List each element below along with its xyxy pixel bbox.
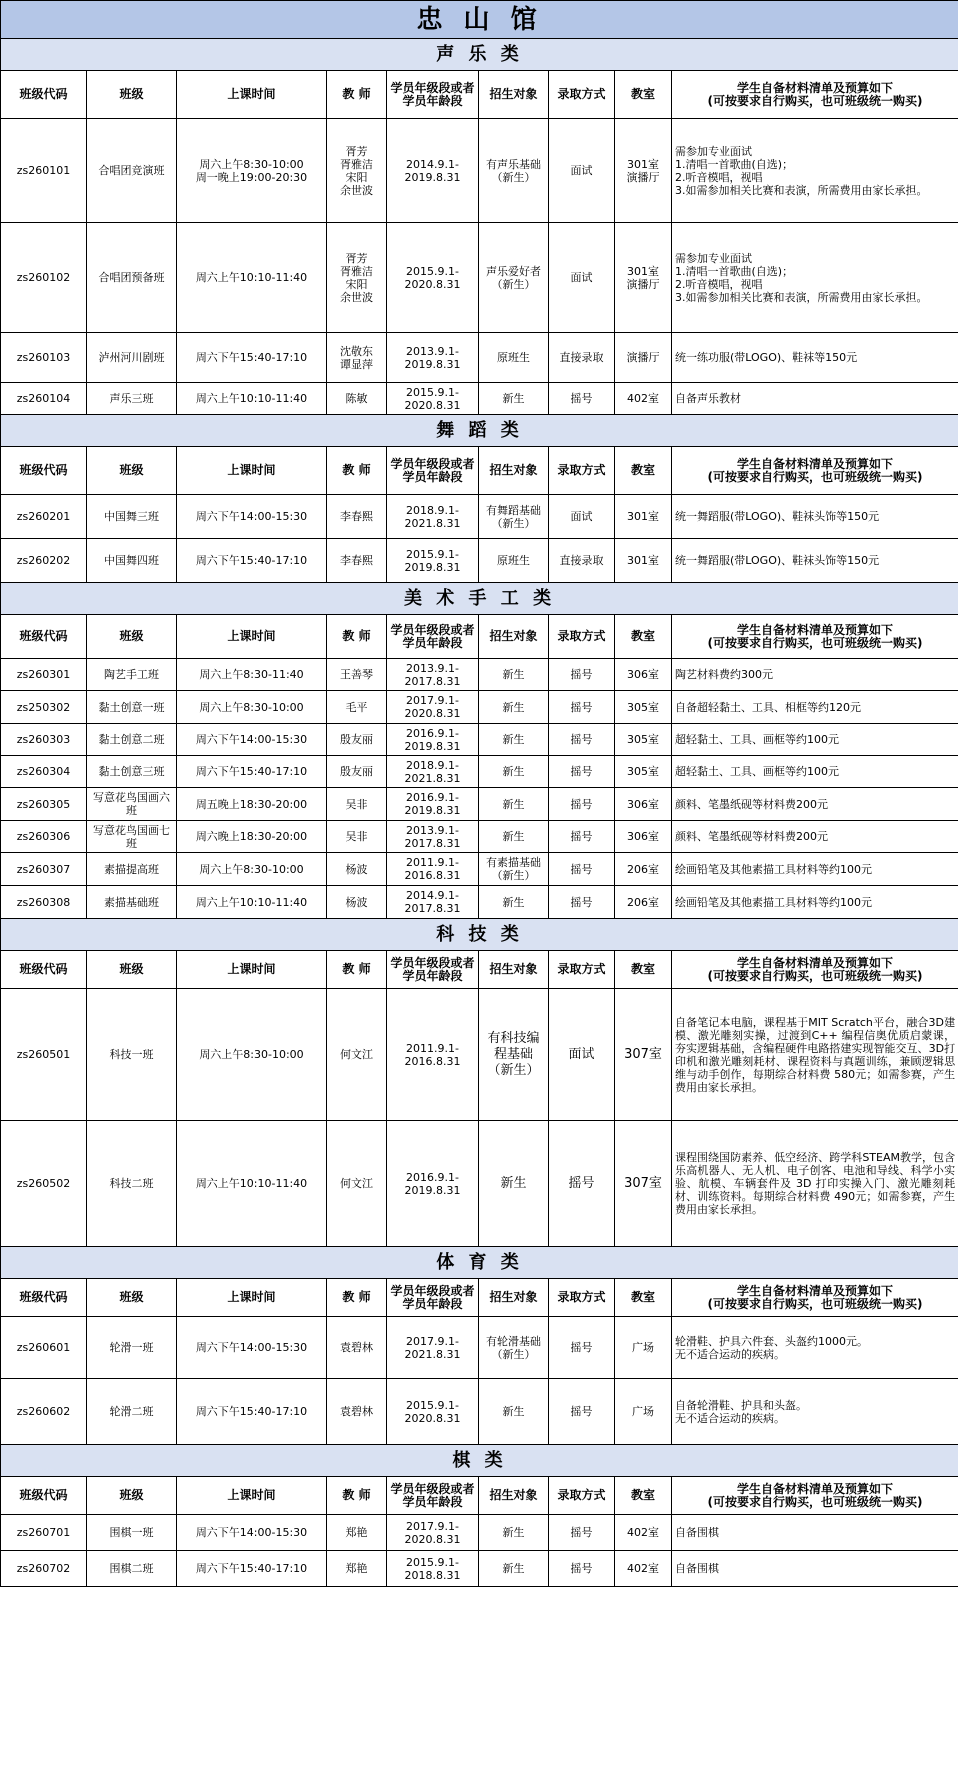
cell-enroll-target: 新生	[479, 383, 549, 415]
cell-class-name: 围棋二班	[87, 1551, 177, 1587]
cell-class-name: 围棋一班	[87, 1515, 177, 1551]
header-class-name: 班级	[87, 1279, 177, 1317]
header-age-range: 学员年级段或者学员年龄段	[387, 447, 479, 495]
cell-enroll-target: 有声乐基础 （新生）	[479, 119, 549, 223]
header-age-range: 学员年级段或者学员年龄段	[387, 1279, 479, 1317]
cell-class-time: 周五晚上18:30-20:00	[177, 788, 327, 821]
category-title: 棋 类	[1, 1445, 958, 1477]
header-age-range: 学员年级段或者学员年龄段	[387, 71, 479, 119]
cell-teacher: 郑艳	[327, 1515, 387, 1551]
cell-materials: 自备声乐教材	[672, 383, 958, 415]
header-materials: 学生自备材料清单及预算如下 (可按要求自行购买，也可班级统一购买)	[672, 1477, 958, 1515]
table-row	[1, 495, 958, 539]
cell-age-range: 2016.9.1- 2019.8.31	[387, 788, 479, 821]
cell-enroll-target: 声乐爱好者 （新生）	[479, 223, 549, 333]
cell-teacher: 陈敏	[327, 383, 387, 415]
cell-materials: 需参加专业面试 1.清唱一首歌曲(自选)； 2.听音模唱，视唱 3.如需参加相关比赛和表演，所需费用由家长承担。	[672, 119, 958, 223]
cell-admission-method: 摇号	[549, 1379, 615, 1445]
cell-class-time: 周六上午8:30-10:00	[177, 691, 327, 724]
table-row	[1, 1515, 958, 1551]
category-row	[1, 1247, 958, 1279]
cell-enroll-target: 有舞蹈基础 （新生）	[479, 495, 549, 539]
header-classroom: 教室	[615, 951, 672, 989]
cell-age-range: 2017.9.1- 2021.8.31	[387, 1317, 479, 1379]
cell-class-code: zs260602	[1, 1379, 87, 1445]
cell-class-time: 周六下午15:40-17:10	[177, 1379, 327, 1445]
header-class-code: 班级代码	[1, 1477, 87, 1515]
cell-classroom: 306室	[615, 788, 672, 821]
cell-admission-method: 摇号	[549, 724, 615, 756]
header-class-time: 上课时间	[177, 1279, 327, 1317]
cell-age-range: 2015.9.1- 2018.8.31	[387, 1551, 479, 1587]
cell-enroll-target: 新生	[479, 1551, 549, 1587]
cell-class-time: 周六上午8:30-11:40	[177, 659, 327, 691]
cell-materials: 统一舞蹈服(带LOGO)、鞋袜头饰等150元	[672, 539, 958, 583]
header-admission-method: 录取方式	[549, 615, 615, 659]
cell-age-range: 2015.9.1- 2020.8.31	[387, 223, 479, 333]
table-row	[1, 821, 958, 853]
category-row	[1, 919, 958, 951]
header-enroll-target: 招生对象	[479, 447, 549, 495]
cell-materials: 颜料、笔墨纸砚等材料费200元	[672, 821, 958, 853]
header-materials: 学生自备材料清单及预算如下 (可按要求自行购买，也可班级统一购买)	[672, 1279, 958, 1317]
cell-class-name: 轮滑一班	[87, 1317, 177, 1379]
header-classroom: 教室	[615, 1477, 672, 1515]
cell-teacher: 杨波	[327, 853, 387, 886]
cell-admission-method: 摇号	[549, 691, 615, 724]
cell-materials: 课程围绕国防素养、低空经济、跨学科STEAM教学，包含乐高机器人、无人机、电子创客、电池和导线、科学小实验、航模、车辆套件及 3D 打印实操入门、激光雕刻耗材、训练资料。每期综合材料费 490元；如需参赛，产生费用由家长承担。	[672, 1121, 958, 1247]
cell-class-code: zs260502	[1, 1121, 87, 1247]
cell-classroom: 305室	[615, 724, 672, 756]
course-table-body	[1, 1, 958, 1587]
cell-class-time: 周六上午10:10-11:40	[177, 1121, 327, 1247]
cell-teacher: 殷友丽	[327, 756, 387, 788]
cell-enroll-target: 新生	[479, 788, 549, 821]
cell-classroom: 301室	[615, 539, 672, 583]
cell-enroll-target: 有科技编程基础 （新生）	[479, 989, 549, 1121]
cell-classroom: 301室 演播厅	[615, 223, 672, 333]
cell-class-name: 写意花鸟国画六班	[87, 788, 177, 821]
cell-class-time: 周六下午15:40-17:10	[177, 1551, 327, 1587]
header-teacher: 教 师	[327, 951, 387, 989]
header-row	[1, 71, 958, 119]
category-title: 体 育 类	[1, 1247, 958, 1279]
cell-class-name: 合唱团竞演班	[87, 119, 177, 223]
cell-class-code: zs260303	[1, 724, 87, 756]
cell-age-range: 2013.9.1- 2019.8.31	[387, 333, 479, 383]
cell-admission-method: 摇号	[549, 886, 615, 919]
header-admission-method: 录取方式	[549, 447, 615, 495]
cell-class-code: zs260601	[1, 1317, 87, 1379]
page-title: 忠 山 馆	[1, 1, 958, 39]
cell-class-code: zs260102	[1, 223, 87, 333]
header-teacher: 教 师	[327, 1279, 387, 1317]
header-materials: 学生自备材料清单及预算如下 (可按要求自行购买，也可班级统一购买)	[672, 615, 958, 659]
cell-classroom: 305室	[615, 691, 672, 724]
header-row	[1, 951, 958, 989]
cell-admission-method: 面试	[549, 495, 615, 539]
header-enroll-target: 招生对象	[479, 71, 549, 119]
cell-class-code: zs260305	[1, 788, 87, 821]
header-admission-method: 录取方式	[549, 1477, 615, 1515]
header-enroll-target: 招生对象	[479, 1477, 549, 1515]
header-class-name: 班级	[87, 951, 177, 989]
header-class-time: 上课时间	[177, 1477, 327, 1515]
cell-teacher: 吴非	[327, 821, 387, 853]
cell-teacher: 沈敬东 谭显萍	[327, 333, 387, 383]
header-materials: 学生自备材料清单及预算如下 (可按要求自行购买，也可班级统一购买)	[672, 951, 958, 989]
table-row	[1, 724, 958, 756]
cell-materials: 轮滑鞋、护具六件套、头盔约1000元。 无不适合运动的疾病。	[672, 1317, 958, 1379]
table-row	[1, 886, 958, 919]
cell-enroll-target: 新生	[479, 886, 549, 919]
cell-teacher: 杨波	[327, 886, 387, 919]
cell-teacher: 李春熙	[327, 495, 387, 539]
cell-materials: 统一练功服(带LOGO)、鞋袜等150元	[672, 333, 958, 383]
cell-class-name: 合唱团预备班	[87, 223, 177, 333]
header-admission-method: 录取方式	[549, 951, 615, 989]
cell-admission-method: 摇号	[549, 1121, 615, 1247]
cell-enroll-target: 新生	[479, 821, 549, 853]
category-row	[1, 39, 958, 71]
cell-classroom: 307室	[615, 1121, 672, 1247]
cell-materials: 统一舞蹈服(带LOGO)、鞋袜头饰等150元	[672, 495, 958, 539]
header-teacher: 教 师	[327, 1477, 387, 1515]
cell-materials: 超轻黏土、工具、画框等约100元	[672, 724, 958, 756]
cell-class-name: 科技二班	[87, 1121, 177, 1247]
table-row	[1, 539, 958, 583]
cell-class-time: 周六上午8:30-10:00	[177, 853, 327, 886]
header-materials: 学生自备材料清单及预算如下 (可按要求自行购买，也可班级统一购买)	[672, 447, 958, 495]
cell-age-range: 2016.9.1- 2019.8.31	[387, 1121, 479, 1247]
cell-class-name: 陶艺手工班	[87, 659, 177, 691]
table-row	[1, 989, 958, 1121]
cell-admission-method: 摇号	[549, 1317, 615, 1379]
cell-admission-method: 摇号	[549, 853, 615, 886]
cell-classroom: 301室 演播厅	[615, 119, 672, 223]
table-row	[1, 691, 958, 724]
header-age-range: 学员年级段或者学员年龄段	[387, 951, 479, 989]
header-row	[1, 1279, 958, 1317]
cell-class-name: 声乐三班	[87, 383, 177, 415]
cell-class-code: zs260702	[1, 1551, 87, 1587]
header-class-time: 上课时间	[177, 951, 327, 989]
header-teacher: 教 师	[327, 447, 387, 495]
header-row	[1, 615, 958, 659]
cell-class-time: 周六晚上18:30-20:00	[177, 821, 327, 853]
table-row	[1, 1379, 958, 1445]
header-row	[1, 1477, 958, 1515]
cell-admission-method: 面试	[549, 223, 615, 333]
cell-materials: 绘画铅笔及其他素描工具材料等约100元	[672, 886, 958, 919]
header-age-range: 学员年级段或者学员年龄段	[387, 1477, 479, 1515]
cell-age-range: 2017.9.1- 2020.8.31	[387, 1515, 479, 1551]
cell-enroll-target: 新生	[479, 724, 549, 756]
header-class-name: 班级	[87, 71, 177, 119]
header-admission-method: 录取方式	[549, 71, 615, 119]
cell-class-name: 黏土创意三班	[87, 756, 177, 788]
cell-classroom: 广场	[615, 1317, 672, 1379]
table-row	[1, 659, 958, 691]
cell-admission-method: 直接录取	[549, 539, 615, 583]
cell-teacher: 郑艳	[327, 1551, 387, 1587]
cell-class-time: 周六下午15:40-17:10	[177, 756, 327, 788]
cell-materials: 颜料、笔墨纸砚等材料费200元	[672, 788, 958, 821]
cell-enroll-target: 新生	[479, 1121, 549, 1247]
cell-class-time: 周六上午8:30-10:00	[177, 989, 327, 1121]
cell-materials: 自备轮滑鞋、护具和头盔。 无不适合运动的疾病。	[672, 1379, 958, 1445]
cell-enroll-target: 原班生	[479, 333, 549, 383]
cell-class-code: zs250302	[1, 691, 87, 724]
cell-classroom: 演播厅	[615, 333, 672, 383]
header-enroll-target: 招生对象	[479, 615, 549, 659]
header-materials: 学生自备材料清单及预算如下 (可按要求自行购买，也可班级统一购买)	[672, 71, 958, 119]
table-row	[1, 1121, 958, 1247]
cell-enroll-target: 原班生	[479, 539, 549, 583]
table-row	[1, 788, 958, 821]
header-classroom: 教室	[615, 71, 672, 119]
cell-materials: 自备超轻黏土、工具、相框等约120元	[672, 691, 958, 724]
header-enroll-target: 招生对象	[479, 1279, 549, 1317]
cell-class-name: 泸州河川剧班	[87, 333, 177, 383]
header-class-code: 班级代码	[1, 615, 87, 659]
cell-admission-method: 直接录取	[549, 333, 615, 383]
cell-class-name: 素描提高班	[87, 853, 177, 886]
cell-classroom: 306室	[615, 821, 672, 853]
cell-admission-method: 摇号	[549, 383, 615, 415]
cell-class-code: zs260201	[1, 495, 87, 539]
table-row	[1, 1551, 958, 1587]
cell-enroll-target: 新生	[479, 691, 549, 724]
cell-teacher: 吴非	[327, 788, 387, 821]
cell-class-time: 周六上午10:10-11:40	[177, 383, 327, 415]
cell-class-code: zs260101	[1, 119, 87, 223]
cell-materials: 自备围棋	[672, 1551, 958, 1587]
cell-teacher: 袁碧林	[327, 1379, 387, 1445]
cell-class-name: 轮滑二班	[87, 1379, 177, 1445]
header-class-code: 班级代码	[1, 447, 87, 495]
cell-teacher: 殷友丽	[327, 724, 387, 756]
cell-class-time: 周六上午10:10-11:40	[177, 223, 327, 333]
cell-admission-method: 摇号	[549, 659, 615, 691]
title-row	[1, 1, 958, 39]
cell-class-code: zs260306	[1, 821, 87, 853]
cell-materials: 陶艺材料费约300元	[672, 659, 958, 691]
header-class-time: 上课时间	[177, 71, 327, 119]
cell-age-range: 2018.9.1- 2021.8.31	[387, 495, 479, 539]
cell-class-name: 写意花鸟国画七班	[87, 821, 177, 853]
cell-teacher: 胥芳 胥雅洁 宋阳 余世波	[327, 119, 387, 223]
cell-age-range: 2015.9.1- 2020.8.31	[387, 1379, 479, 1445]
category-title: 美 术 手 工 类	[1, 583, 958, 615]
cell-enroll-target: 新生	[479, 756, 549, 788]
header-class-code: 班级代码	[1, 71, 87, 119]
cell-age-range: 2013.9.1- 2017.8.31	[387, 659, 479, 691]
cell-classroom: 301室	[615, 495, 672, 539]
cell-class-name: 素描基础班	[87, 886, 177, 919]
cell-age-range: 2011.9.1- 2016.8.31	[387, 853, 479, 886]
header-class-time: 上课时间	[177, 447, 327, 495]
table-row	[1, 119, 958, 223]
cell-classroom: 206室	[615, 853, 672, 886]
cell-classroom: 402室	[615, 1515, 672, 1551]
table-row	[1, 1317, 958, 1379]
cell-enroll-target: 有轮滑基础 （新生）	[479, 1317, 549, 1379]
cell-class-code: zs260701	[1, 1515, 87, 1551]
cell-class-code: zs260307	[1, 853, 87, 886]
cell-class-code: zs260501	[1, 989, 87, 1121]
cell-materials: 自备围棋	[672, 1515, 958, 1551]
cell-classroom: 306室	[615, 659, 672, 691]
header-class-time: 上课时间	[177, 615, 327, 659]
category-title: 舞 蹈 类	[1, 415, 958, 447]
cell-admission-method: 摇号	[549, 821, 615, 853]
cell-class-time: 周六上午8:30-10:00 周一晚上19:00-20:30	[177, 119, 327, 223]
category-title: 声 乐 类	[1, 39, 958, 71]
cell-admission-method: 摇号	[549, 788, 615, 821]
cell-classroom: 402室	[615, 1551, 672, 1587]
cell-class-time: 周六下午14:00-15:30	[177, 724, 327, 756]
cell-class-name: 中国舞四班	[87, 539, 177, 583]
header-class-name: 班级	[87, 615, 177, 659]
cell-class-time: 周六下午15:40-17:10	[177, 539, 327, 583]
table-row	[1, 383, 958, 415]
cell-class-code: zs260104	[1, 383, 87, 415]
cell-admission-method: 摇号	[549, 1551, 615, 1587]
cell-admission-method: 面试	[549, 989, 615, 1121]
cell-enroll-target: 新生	[479, 1379, 549, 1445]
cell-teacher: 袁碧林	[327, 1317, 387, 1379]
cell-teacher: 毛平	[327, 691, 387, 724]
cell-classroom: 广场	[615, 1379, 672, 1445]
header-classroom: 教室	[615, 1279, 672, 1317]
header-classroom: 教室	[615, 615, 672, 659]
header-admission-method: 录取方式	[549, 1279, 615, 1317]
cell-teacher: 李春熙	[327, 539, 387, 583]
cell-materials: 绘画铅笔及其他素描工具材料等约100元	[672, 853, 958, 886]
cell-age-range: 2018.9.1- 2021.8.31	[387, 756, 479, 788]
cell-enroll-target: 新生	[479, 659, 549, 691]
header-teacher: 教 师	[327, 615, 387, 659]
cell-class-time: 周六下午14:00-15:30	[177, 1317, 327, 1379]
category-title: 科 技 类	[1, 919, 958, 951]
cell-classroom: 305室	[615, 756, 672, 788]
cell-age-range: 2014.9.1- 2019.8.31	[387, 119, 479, 223]
table-row	[1, 333, 958, 383]
category-row	[1, 1445, 958, 1477]
cell-classroom: 307室	[615, 989, 672, 1121]
cell-age-range: 2017.9.1- 2020.8.31	[387, 691, 479, 724]
cell-age-range: 2015.9.1- 2019.8.31	[387, 539, 479, 583]
cell-class-code: zs260202	[1, 539, 87, 583]
cell-classroom: 206室	[615, 886, 672, 919]
header-class-name: 班级	[87, 1477, 177, 1515]
cell-class-code: zs260304	[1, 756, 87, 788]
cell-class-name: 黏土创意二班	[87, 724, 177, 756]
cell-enroll-target: 有素描基础 （新生）	[479, 853, 549, 886]
header-age-range: 学员年级段或者学员年龄段	[387, 615, 479, 659]
cell-class-name: 中国舞三班	[87, 495, 177, 539]
cell-admission-method: 面试	[549, 119, 615, 223]
cell-age-range: 2014.9.1- 2017.8.31	[387, 886, 479, 919]
header-row	[1, 447, 958, 495]
cell-admission-method: 摇号	[549, 756, 615, 788]
cell-class-time: 周六下午15:40-17:10	[177, 333, 327, 383]
header-enroll-target: 招生对象	[479, 951, 549, 989]
header-classroom: 教室	[615, 447, 672, 495]
cell-class-name: 黏土创意一班	[87, 691, 177, 724]
header-class-code: 班级代码	[1, 951, 87, 989]
header-class-name: 班级	[87, 447, 177, 495]
cell-age-range: 2011.9.1- 2016.8.31	[387, 989, 479, 1121]
category-row	[1, 583, 958, 615]
cell-materials: 需参加专业面试 1.清唱一首歌曲(自选)； 2.听音模唱，视唱 3.如需参加相关比赛和表演，所需费用由家长承担。	[672, 223, 958, 333]
header-class-code: 班级代码	[1, 1279, 87, 1317]
cell-class-code: zs260308	[1, 886, 87, 919]
cell-teacher: 何文江	[327, 1121, 387, 1247]
cell-materials: 超轻黏土、工具、画框等约100元	[672, 756, 958, 788]
cell-materials: 自备笔记本电脑，课程基于MIT Scratch平台，融合3D建模、激光雕刻实操，过渡到C++ 编程信奥优质启蒙课，夯实逻辑基础，含编程硬件电路搭建实现智能交互、3D打印机和激光雕刻耗材、课程资料与真题训练，兼顾逻辑思维与动手创作，每期综合材料费 580元；如需参赛，产生费用由家长承担。	[672, 989, 958, 1121]
cell-class-time: 周六下午14:00-15:30	[177, 495, 327, 539]
header-teacher: 教 师	[327, 71, 387, 119]
table-row	[1, 853, 958, 886]
cell-class-time: 周六下午14:00-15:30	[177, 1515, 327, 1551]
cell-classroom: 402室	[615, 383, 672, 415]
cell-age-range: 2016.9.1- 2019.8.31	[387, 724, 479, 756]
cell-admission-method: 摇号	[549, 1515, 615, 1551]
cell-class-time: 周六上午10:10-11:40	[177, 886, 327, 919]
cell-class-name: 科技一班	[87, 989, 177, 1121]
cell-teacher: 王善琴	[327, 659, 387, 691]
category-row	[1, 415, 958, 447]
cell-teacher: 胥芳 胥雅洁 宋阳 余世波	[327, 223, 387, 333]
cell-age-range: 2013.9.1- 2017.8.31	[387, 821, 479, 853]
cell-class-code: zs260103	[1, 333, 87, 383]
cell-class-code: zs260301	[1, 659, 87, 691]
cell-teacher: 何文江	[327, 989, 387, 1121]
cell-enroll-target: 新生	[479, 1515, 549, 1551]
table-row	[1, 223, 958, 333]
table-row	[1, 756, 958, 788]
cell-age-range: 2015.9.1- 2020.8.31	[387, 383, 479, 415]
